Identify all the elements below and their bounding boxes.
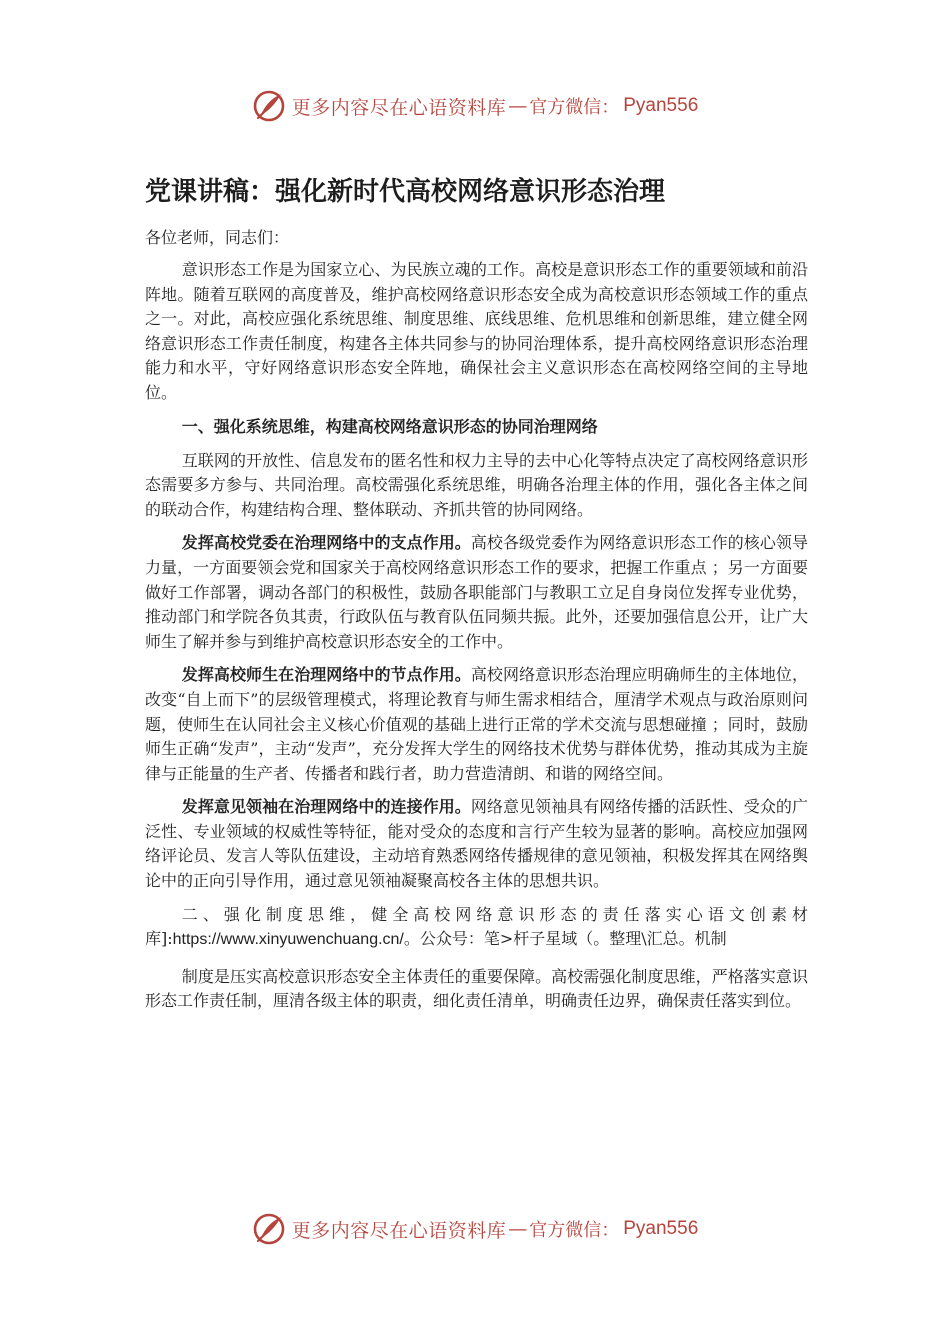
footer-banner	[0, 1209, 950, 1249]
header-banner	[0, 86, 950, 126]
section1-paragraph: 互联网的开放性、信息发布的匿名性和权力主导的去中心化等特点决定了高校网络意识形态需要多方参与、共同治理。高校需强化系统思维，明确各治理主体的作用，强化各主体之间的联动合作，构建结构合理、整体联动、齐抓共管的协同网络。	[145, 450, 808, 519]
banner-wechat-label: 官方微信：	[529, 1220, 620, 1241]
banner-slogan: 更多内容尽在心语资料库	[291, 1219, 507, 1242]
section2-heading-text: 二、强化制度思维，健全高校网络意识形态的责任落实心语文创素材库]:	[145, 904, 808, 949]
banner-dash: —	[508, 1218, 528, 1240]
banner-wechat-id: Pyan556	[623, 1218, 699, 1239]
section2-paragraph: 制度是压实高校意识形态安全主体责任的重要保障。高校需强化制度思维，严格落实意识形态工作责任制，厘清各级主体的职责，细化责任清单，明确责任边界，确保责任落实到位。	[145, 966, 808, 1011]
salutation: 各位老师，同志们：	[145, 228, 290, 247]
intro-paragraph: 意识形态工作是为国家立心、为民族立魂的工作。高校是意识形态工作的重要领域和前沿阵地。随着互联网的高度普及，维护高校网络意识形态安全成为高校意识形态领域工作的重点之一。对此，高校应强化系统思维、制度思维、底线思维、危机思维和创新思维，建立健全网络意识形态工作责任制度，构建各主体共同参与的协同治理体系，提升高校网络意识形态治理能力和水平，守好网络意识形态安全阵地，确保社会主义意识形态在高校网络空间的主导地位。	[145, 260, 808, 402]
point2-lead: 发挥高校师生在治理网络中的节点作用。	[181, 665, 471, 685]
document-body	[145, 172, 808, 1023]
banner-dash: —	[508, 95, 528, 117]
document-title: 党课讲稿：强化新时代高校网络意识形态治理	[145, 177, 666, 207]
point1-paragraph	[145, 531, 808, 654]
point3-body: 网络意见领袖具有网络传播的活跃性、受众的广泛性、专业领域的权威性等特征，能对受众的态度和言行产生较为显著的影响。高校应加强网络评论员、发言人等队伍建设，主动培育熟悉网络传播规律的意见领袖，积极发挥其在网络舆论中的正向引导作用，通过意见领袖凝聚高校各主体的思想共识。	[145, 797, 808, 891]
banner-wechat-id: Pyan556	[623, 95, 699, 116]
point3-lead: 发挥意见领袖在治理网络中的连接作用。	[181, 797, 471, 817]
point2-paragraph	[145, 663, 808, 786]
point3-paragraph	[145, 795, 808, 893]
section2-url-link[interactable]: https://www.xinyuwenchuang.cn/	[172, 931, 404, 949]
point1-lead: 发挥高校党委在治理网络中的支点作用。	[181, 533, 471, 553]
feather-pen-logo-icon	[252, 89, 286, 123]
section1-heading: 一、强化系统思维，构建高校网络意识形态的协同治理网络	[181, 416, 598, 436]
section2-heading-tail: 。公众号：笔>杆子星域（。整理\汇总。机制	[403, 929, 727, 949]
banner-slogan: 更多内容尽在心语资料库	[291, 96, 507, 119]
point2-body: 高校网络意识形态治理应明确师生的主体地位，改变“自上而下”的层级管理模式，将理论教育与师生需求相结合，厘清学术观点与政治原则问题，使师生在认同社会主义核心价值观的基础上进行正常的学术交流与思想碰撞 ；同时，鼓励师生正确“发声”，主动“发声”，充分发挥大学生的网络技术优势与群体优势，推动其成为主旋律与正能量的生产者、传播者和践行者，助力营造清朗、和谐的网络空间。	[145, 665, 808, 783]
section2-heading	[145, 903, 808, 953]
feather-pen-logo-icon	[252, 1212, 286, 1246]
point1-body: 高校各级党委作为网络意识形态工作的核心领导力量，一方面要领会党和国家关于高校网络意识形态工作的要求，把握工作重点 ；另一方面要做好工作部署，调动各部门的积极性，鼓励各职能部门与教职工立足自身岗位发挥专业优势，推动部门和学院各负其责，行政队伍与教育队伍同频共振。此外，还要加强信息公开，让广大师生了解并参与到维护高校意识形态安全的工作中。	[145, 533, 808, 651]
banner-wechat-label: 官方微信：	[529, 97, 620, 118]
